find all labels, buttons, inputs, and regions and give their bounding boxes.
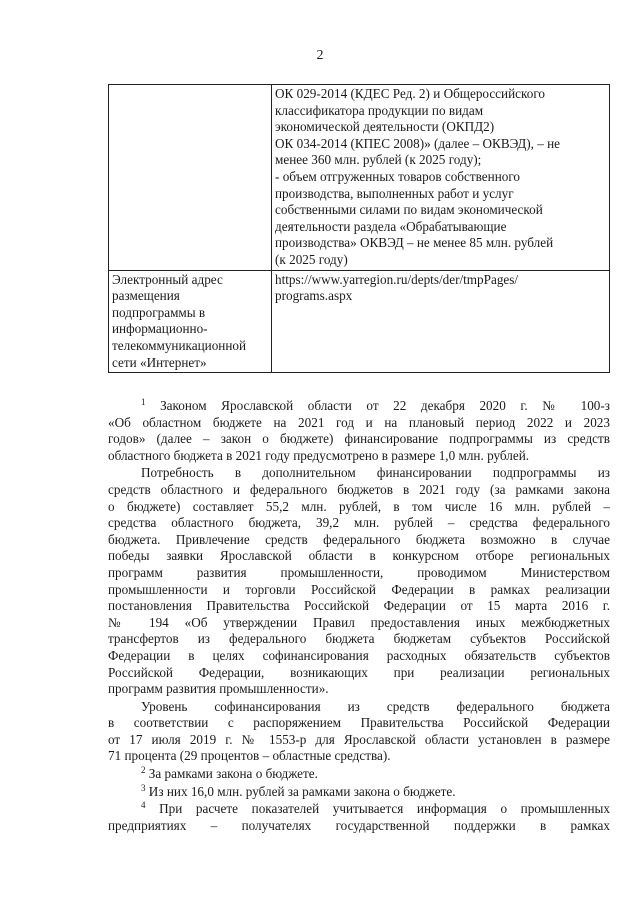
text-line [108,766,610,783]
text-line: «Об областном бюджете на 2021 год и на плановый период 2022 и 2023 [108,414,610,430]
text-line: постановления Правительства Российской Федерации от 15 марта 2016 г. [108,598,610,614]
text-line: предприятиях – получателях государственной поддержки в рамках [108,817,610,833]
text-line [108,398,610,415]
cell-line: классификатора продукции по видам [275,102,484,118]
paragraph-cofinancing [108,699,610,765]
passport-table [108,84,610,373]
text-line: программ развития промышленности». [108,681,329,697]
text-line: трансфертов из федерального бюджета бюджетам субъектов Российской [108,631,610,647]
text: За рамками закона о бюджете. [148,766,318,782]
text-line [108,801,610,818]
text-line: средства областного бюджета, 39,2 млн. рублей – средства федерального [108,515,610,531]
cell-line: производства» ОКВЭД – не менее 85 млн. рублей [275,235,554,251]
text-line: программ развития промышленности, проводимом Министерством [108,564,610,580]
text-line: Российской Федерации, возникающих при реализации региональных [108,664,610,680]
text-line: от 17 июля 2019 г. № 1553-р для Ярославской области установлен в размере [108,731,610,747]
cell-line: менее 360 млн. рублей (к 2025 году); [275,152,482,168]
indicators-cell [272,85,610,271]
text-line [108,784,610,801]
cell-line: информационно- [112,321,208,337]
footnote-2 [108,766,610,783]
url-line: programs.aspx [275,288,353,304]
footnote-1 [108,398,610,464]
text-line: Федерации в целях софинансирования расходных обязательств субъектов [108,647,610,663]
text: При расчете показателей учитывается информация о промышленных [159,801,611,817]
text-line: победы заявки Ярославской области в конкурсном отборе региональных [108,548,610,564]
footnotes [108,398,610,834]
cell-line: размещения [112,288,180,304]
footnote-mark: 2 [141,765,146,776]
cell-line: экономической деятельности (ОКПД2) [275,119,495,135]
page-number: 2 [316,48,324,63]
cell-line: производства, выполненных работ и услуг [275,185,514,201]
text: Из них 16,0 млн. рублей за рамками закона о бюджете. [148,783,456,799]
text-line: средств областного и федерального бюджетов в 2021 году (за рамками закона [108,481,610,497]
footnote-mark: 4 [141,800,146,811]
footnote-3 [108,784,610,801]
text-line: годов» (далее – закон о бюджете) финансирование подпрограммы из средств [108,431,610,447]
text-line: областного бюджета в 2021 году предусмотрено в размере 1,0 млн. рублей. [108,447,530,463]
cell-line: ОК 029-2014 (КДЕС Ред. 2) и Общероссийского [275,86,546,101]
table-cell-empty [109,85,272,271]
cell-line: собственными силами по видам экономической [275,202,543,218]
cell-line: ОК 034-2014 (КПЕС 2008)» (далее – ОКВЭД), – не [275,135,561,151]
url-cell [272,270,610,373]
text-line: о бюджете) составляет 55,2 млн. рублей, в том числе 16 млн. рублей – [108,498,610,514]
cell-line: деятельности раздела «Обрабатывающие [275,218,507,234]
table-row [109,85,610,271]
footnote-mark: 3 [141,782,146,793]
cell-line: Электронный адрес [112,271,223,287]
text-line: 71 процента (29 процентов – областные средства). [108,748,391,764]
text-line: Уровень софинансирования из средств федерального бюджета [141,698,610,714]
cell-line: сети «Интернет» [112,354,207,370]
cell-line: подпрограммы в [112,304,206,320]
footnote-4 [108,801,610,834]
table-row [109,270,610,373]
url-line: https://www.yarregion.ru/depts/der/tmpPages/ [275,271,519,287]
text-line: № 194 «Об утверждении Правил предоставления иных межбюджетных [108,614,610,630]
cell-line: телекоммуникационной [112,337,247,353]
text: Законом Ярославской области от 22 декабря 2020 г. № 100-з [160,398,611,413]
text-line: промышленности и торговли Российской Федерации в рамках реализации [108,581,610,597]
footnote-mark: 1 [141,397,146,407]
text-line: бюджета. Привлечение средств федерального бюджета возможно в случае [108,531,610,547]
paragraph-funding-need [108,465,610,697]
label-cell [109,270,272,373]
cell-line: - объем отгруженных товаров собственного [275,168,521,184]
text-line: в соответствии с распоряжением Правительства Российской Федерации [108,715,610,731]
text-line: Потребность в дополнительном финансировании подпрограммы из [141,465,610,481]
cell-line: (к 2025 году) [275,251,348,267]
